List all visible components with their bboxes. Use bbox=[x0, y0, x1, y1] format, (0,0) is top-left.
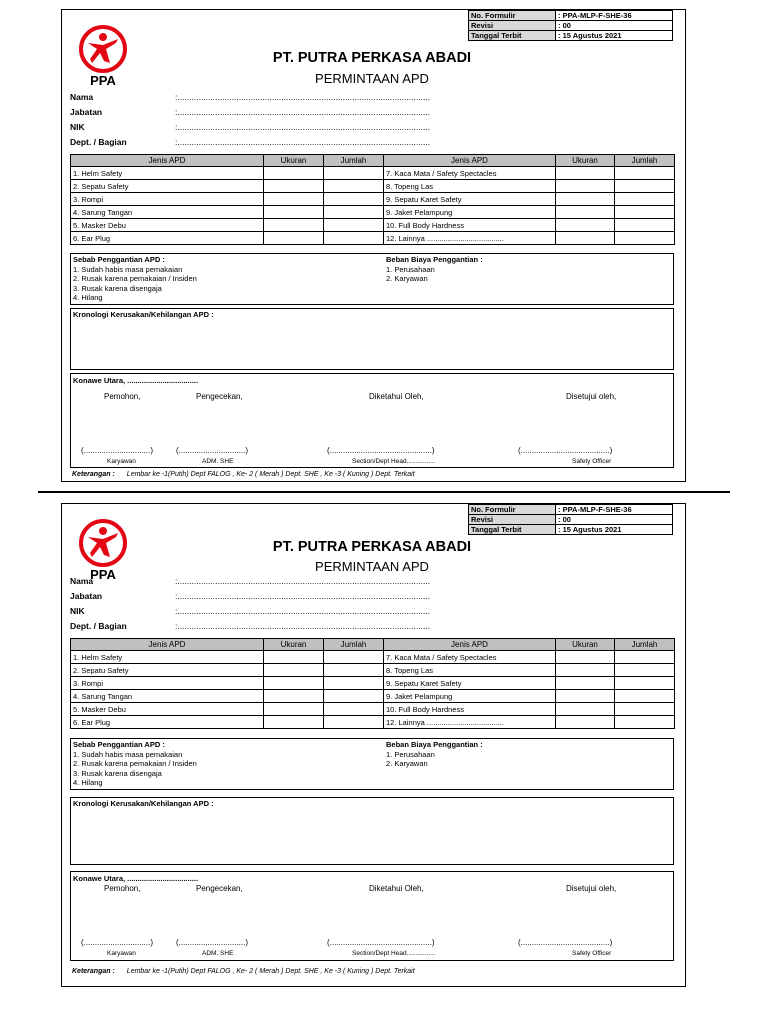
size-cell[interactable] bbox=[556, 232, 615, 245]
cause-item[interactable]: 2. Rusak karena pemakaian / Insiden bbox=[73, 759, 197, 768]
apd-item: 2. Sepatu Safety bbox=[71, 180, 264, 193]
apd-item: 6. Ear Plug bbox=[71, 716, 264, 729]
company-name: PT. PUTRA PERKASA ABADI bbox=[272, 50, 472, 66]
apd-item: 9. Jaket Pelampung bbox=[384, 206, 556, 219]
apd-item: 9. Sepatu Karet Safety bbox=[384, 677, 556, 690]
qty-cell[interactable] bbox=[615, 167, 675, 180]
qty-cell[interactable] bbox=[324, 180, 384, 193]
meta-value: : 00 bbox=[556, 21, 673, 31]
col-header: Jenis APD bbox=[384, 155, 556, 167]
qty-cell[interactable] bbox=[615, 703, 675, 716]
apd-item: 5. Masker Debu bbox=[71, 703, 264, 716]
table-row bbox=[71, 664, 675, 677]
size-cell[interactable] bbox=[264, 703, 324, 716]
field-label: NIK bbox=[70, 122, 85, 132]
field-label: Dept. / Bagian bbox=[70, 137, 127, 147]
meta-key: Tanggal Terbit bbox=[469, 31, 556, 41]
signature-caption: Karyawan bbox=[107, 458, 136, 465]
size-cell[interactable] bbox=[556, 703, 615, 716]
apd-item: 7. Kaca Mata / Safety Spectacles bbox=[384, 167, 556, 180]
qty-cell[interactable] bbox=[324, 703, 384, 716]
nik-field[interactable]: :........................................................................................................... bbox=[175, 606, 431, 615]
size-cell[interactable] bbox=[264, 180, 324, 193]
qty-cell[interactable] bbox=[324, 219, 384, 232]
qty-cell[interactable] bbox=[615, 651, 675, 664]
size-cell[interactable] bbox=[264, 677, 324, 690]
signature-line[interactable]: (........................................) bbox=[518, 938, 613, 947]
size-cell[interactable] bbox=[264, 219, 324, 232]
company-name: PT. PUTRA PERKASA ABADI bbox=[272, 539, 472, 555]
signature-line[interactable]: (........................................) bbox=[518, 446, 613, 455]
meta-value: : 15 Agustus 2021 bbox=[556, 31, 673, 41]
size-cell[interactable] bbox=[556, 167, 615, 180]
field-label: Jabatan bbox=[70, 591, 103, 601]
field-label: Jabatan bbox=[70, 107, 103, 117]
qty-cell[interactable] bbox=[615, 677, 675, 690]
size-cell[interactable] bbox=[264, 167, 324, 180]
qty-cell[interactable] bbox=[615, 180, 675, 193]
col-header: Jumlah bbox=[324, 639, 384, 651]
signature-caption: Safety Officer bbox=[572, 458, 612, 465]
form-title: PERMINTAAN APD bbox=[315, 559, 429, 574]
signature-caption: Section/Dept Head................ bbox=[352, 950, 436, 957]
qty-cell[interactable] bbox=[324, 167, 384, 180]
note-text: Lembar ke -1(Putih) Dept FALOG , Ke- 2 ( Merah ) Dept. SHE , Ke -3 ( Kuning ) Dept. Terkait bbox=[126, 471, 415, 478]
cause-item[interactable]: 2. Rusak karena pemakaian / Insiden bbox=[73, 274, 197, 283]
replacement-cause-box bbox=[70, 738, 674, 790]
col-header: Jumlah bbox=[615, 155, 675, 167]
cause-title: Sebab Penggantian APD : bbox=[73, 255, 165, 264]
col-header: Ukuran bbox=[556, 155, 615, 167]
chronology-box[interactable] bbox=[70, 797, 674, 865]
apd-item: 10. Full Body Hardness bbox=[384, 703, 556, 716]
signature-line[interactable]: (..............................) bbox=[176, 446, 249, 455]
size-cell[interactable] bbox=[556, 690, 615, 703]
qty-cell[interactable] bbox=[615, 690, 675, 703]
table-row bbox=[71, 703, 675, 716]
meta-key: No. Formulir bbox=[469, 505, 556, 515]
signature-box bbox=[70, 871, 674, 961]
dept-field[interactable]: :........................................................................................................... bbox=[175, 137, 431, 146]
footnote bbox=[72, 471, 415, 478]
qty-cell[interactable] bbox=[615, 232, 675, 245]
field-label: NIK bbox=[70, 606, 85, 616]
qty-cell[interactable] bbox=[324, 690, 384, 703]
table-row bbox=[71, 651, 675, 664]
employee-info bbox=[70, 574, 470, 634]
field-label: Nama bbox=[70, 576, 94, 586]
place-date: Konawe Utara, .................................. bbox=[73, 376, 199, 385]
logo-text: PPA bbox=[90, 567, 116, 582]
role-requester: Pemohon, bbox=[104, 392, 141, 401]
chronology-box[interactable] bbox=[70, 308, 674, 370]
qty-cell[interactable] bbox=[324, 651, 384, 664]
signature-caption: Safety Officer bbox=[572, 950, 612, 957]
table-row bbox=[71, 180, 675, 193]
size-cell[interactable] bbox=[264, 664, 324, 677]
role-acknowledged: Diketahui Oleh, bbox=[369, 884, 424, 893]
name-field[interactable]: :........................................................................................................... bbox=[175, 92, 431, 101]
apd-item: 3. Rompi bbox=[71, 193, 264, 206]
dept-field[interactable]: :........................................................................................................... bbox=[175, 621, 431, 630]
apd-item: 1. Helm Safety bbox=[71, 651, 264, 664]
col-header: Ukuran bbox=[556, 639, 615, 651]
chronology-title: Kronologi Kerusakan/Kehilangan APD : bbox=[73, 799, 214, 808]
col-header: Ukuran bbox=[264, 639, 324, 651]
size-cell[interactable] bbox=[264, 206, 324, 219]
field-label: Nama bbox=[70, 92, 94, 102]
role-checker: Pengecekan, bbox=[196, 884, 243, 893]
table-row bbox=[71, 232, 675, 245]
signature-line[interactable]: (..............................) bbox=[81, 938, 154, 947]
col-header: Jenis APD bbox=[71, 639, 264, 651]
signature-box bbox=[70, 373, 674, 468]
place-date: Konawe Utara, .................................. bbox=[73, 874, 199, 883]
qty-cell[interactable] bbox=[324, 206, 384, 219]
apd-item: 4. Sarung Tangan bbox=[71, 206, 264, 219]
signature-caption: Karyawan bbox=[107, 950, 136, 957]
role-acknowledged: Diketahui Oleh, bbox=[369, 392, 424, 401]
signature-line[interactable]: (..............................................) bbox=[327, 938, 435, 947]
replacement-cause-box bbox=[70, 253, 674, 305]
apd-item: 4. Sarung Tangan bbox=[71, 690, 264, 703]
apd-item: 9. Sepatu Karet Safety bbox=[384, 193, 556, 206]
form-meta-table bbox=[468, 504, 673, 535]
position-field[interactable]: :........................................................................................................... bbox=[175, 591, 431, 600]
table-row bbox=[71, 167, 675, 180]
meta-value: : PPA-MLP-F-SHE-36 bbox=[556, 505, 673, 515]
signature-caption: ADM. SHE bbox=[202, 458, 234, 465]
note-text: Lembar ke -1(Putih) Dept FALOG , Ke- 2 ( Merah ) Dept. SHE , Ke -3 ( Kuning ) Dept. Terkait bbox=[126, 968, 415, 975]
signature-caption: Section/Dept Head................ bbox=[352, 458, 436, 465]
meta-value: : 15 Agustus 2021 bbox=[556, 525, 673, 535]
apd-item: 6. Ear Plug bbox=[71, 232, 264, 245]
form-title: PERMINTAAN APD bbox=[315, 71, 429, 86]
apd-item: 3. Rompi bbox=[71, 677, 264, 690]
size-cell[interactable] bbox=[556, 180, 615, 193]
qty-cell[interactable] bbox=[324, 232, 384, 245]
size-cell[interactable] bbox=[556, 219, 615, 232]
apd-item: 12. Lainnya ..................................... bbox=[384, 716, 556, 729]
cost-title: Beban Biaya Penggantian : bbox=[386, 255, 483, 264]
footnote bbox=[72, 968, 415, 975]
form-copy-1 bbox=[61, 9, 686, 482]
cause-item[interactable]: 4. Hilang bbox=[73, 778, 103, 787]
role-approved: Disetujui oleh, bbox=[566, 392, 617, 401]
role-checker: Pengecekan, bbox=[196, 392, 243, 401]
cause-item[interactable]: 1. Sudah habis masa pemakaian bbox=[73, 264, 183, 274]
apd-item: 10. Full Body Hardness bbox=[384, 219, 556, 232]
size-cell[interactable] bbox=[556, 664, 615, 677]
apd-item: 2. Sepatu Safety bbox=[71, 664, 264, 677]
cause-item[interactable]: 3. Rusak karena disengaja bbox=[73, 283, 162, 293]
col-header: Jumlah bbox=[324, 155, 384, 167]
form-copy-2 bbox=[61, 503, 686, 987]
ppa-logo-icon bbox=[70, 23, 136, 89]
qty-cell[interactable] bbox=[615, 716, 675, 729]
role-requester: Pemohon, bbox=[104, 884, 141, 893]
meta-key: Revisi bbox=[469, 515, 556, 525]
apd-table bbox=[70, 154, 675, 245]
signature-line[interactable]: (..............................) bbox=[176, 938, 249, 947]
size-cell[interactable] bbox=[556, 716, 615, 729]
form-meta-table bbox=[468, 10, 673, 41]
qty-cell[interactable] bbox=[324, 716, 384, 729]
cause-item[interactable]: 4. Hilang bbox=[73, 293, 103, 302]
apd-item: 8. Topeng Las bbox=[384, 180, 556, 193]
logo-text: PPA bbox=[90, 73, 116, 88]
table-row bbox=[71, 716, 675, 729]
position-field[interactable]: :........................................................................................................... bbox=[175, 107, 431, 116]
apd-item: 12. Lainnya ..................................... bbox=[384, 232, 556, 245]
col-header: Jenis APD bbox=[71, 155, 264, 167]
apd-item: 9. Jaket Pelampung bbox=[384, 690, 556, 703]
name-field[interactable]: :........................................................................................................... bbox=[175, 576, 431, 585]
apd-item: 7. Kaca Mata / Safety Spectacles bbox=[384, 651, 556, 664]
cause-item[interactable]: 1. Sudah habis masa pemakaian bbox=[73, 749, 183, 759]
cost-item[interactable]: 2. Karyawan bbox=[386, 759, 428, 768]
qty-cell[interactable] bbox=[324, 664, 384, 677]
meta-key: Revisi bbox=[469, 21, 556, 31]
qty-cell[interactable] bbox=[615, 193, 675, 206]
table-row bbox=[71, 690, 675, 703]
page-separator bbox=[38, 491, 730, 493]
size-cell[interactable] bbox=[264, 232, 324, 245]
meta-value: : 00 bbox=[556, 515, 673, 525]
qty-cell[interactable] bbox=[615, 664, 675, 677]
role-approved: Disetujui oleh, bbox=[566, 884, 617, 893]
signature-caption: ADM. SHE bbox=[202, 950, 234, 957]
size-cell[interactable] bbox=[264, 193, 324, 206]
size-cell[interactable] bbox=[556, 651, 615, 664]
table-row bbox=[71, 677, 675, 690]
col-header: Jumlah bbox=[615, 639, 675, 651]
size-cell[interactable] bbox=[556, 206, 615, 219]
apd-item: 1. Helm Safety bbox=[71, 167, 264, 180]
qty-cell[interactable] bbox=[324, 193, 384, 206]
size-cell[interactable] bbox=[556, 677, 615, 690]
col-header: Ukuran bbox=[264, 155, 324, 167]
qty-cell[interactable] bbox=[615, 206, 675, 219]
note-label: Keterangan : bbox=[72, 471, 115, 478]
apd-item: 8. Topeng Las bbox=[384, 664, 556, 677]
cost-item[interactable]: 1. Perusahaan bbox=[386, 749, 435, 759]
col-header: Jenis APD bbox=[384, 639, 556, 651]
apd-item: 5. Masker Debu bbox=[71, 219, 264, 232]
qty-cell[interactable] bbox=[324, 677, 384, 690]
qty-cell[interactable] bbox=[615, 219, 675, 232]
table-row bbox=[71, 219, 675, 232]
meta-value: : PPA-MLP-F-SHE-36 bbox=[556, 11, 673, 21]
employee-info bbox=[70, 90, 470, 150]
field-label: Dept. / Bagian bbox=[70, 621, 127, 631]
signature-line[interactable]: (..............................) bbox=[81, 446, 154, 455]
signature-line[interactable]: (..............................................) bbox=[327, 446, 435, 455]
cost-item[interactable]: 2. Karyawan bbox=[386, 274, 428, 283]
size-cell[interactable] bbox=[264, 690, 324, 703]
cost-item[interactable]: 1. Perusahaan bbox=[386, 264, 435, 274]
note-label: Keterangan : bbox=[72, 968, 115, 975]
apd-table bbox=[70, 638, 675, 729]
size-cell[interactable] bbox=[264, 651, 324, 664]
table-row bbox=[71, 193, 675, 206]
meta-key: Tanggal Terbit bbox=[469, 525, 556, 535]
size-cell[interactable] bbox=[556, 193, 615, 206]
nik-field[interactable]: :........................................................................................................... bbox=[175, 122, 431, 131]
cause-title: Sebab Penggantian APD : bbox=[73, 740, 165, 749]
cause-item[interactable]: 3. Rusak karena disengaja bbox=[73, 768, 162, 778]
cost-title: Beban Biaya Penggantian : bbox=[386, 740, 483, 749]
table-row bbox=[71, 206, 675, 219]
meta-key: No. Formulir bbox=[469, 11, 556, 21]
chronology-title: Kronologi Kerusakan/Kehilangan APD : bbox=[73, 310, 214, 319]
size-cell[interactable] bbox=[264, 716, 324, 729]
